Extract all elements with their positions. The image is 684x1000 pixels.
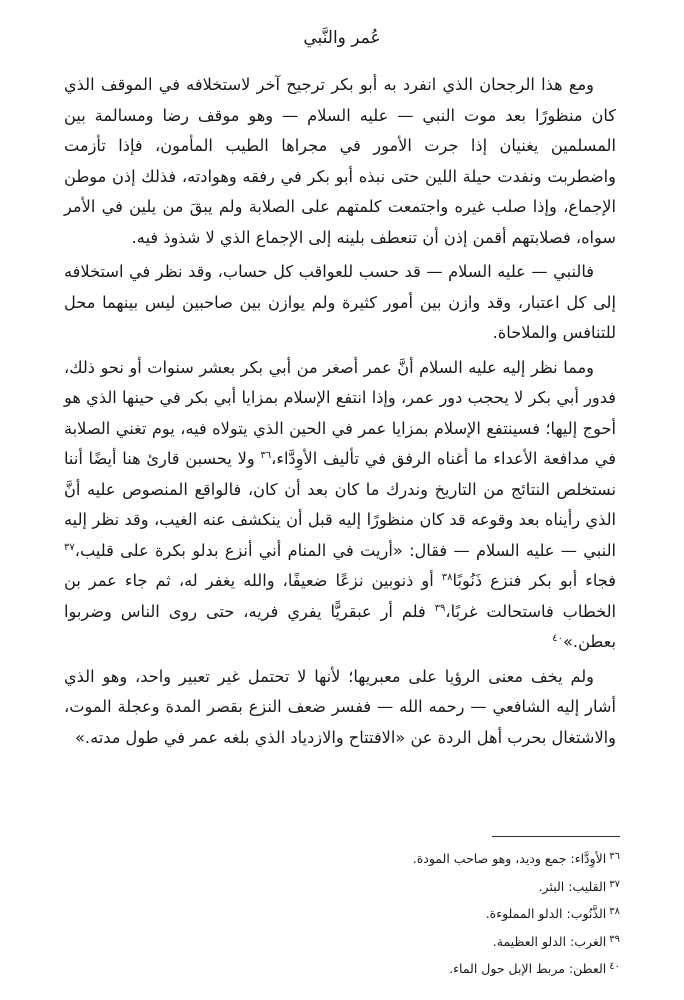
- paragraph-1: ومع هذا الرجحان الذي انفرد به أبو بكر ترجيح آخر لاستخلافه في الموقف الذي كان منظورًا بعد موت النبي — عليه السلام — وهو موقف رضا ومسالمة بين المسلمين يغنيان إذا جرت الأمور في مجراها الطيب المأمون، فإذا تأزمت واضطربت ونفدت حيلة اللين حتى نبذه أبو بكر في رفقه وهوادته، فذلك إذن موطن الإجماع، وإذا صلب غيره واجتمعت كلمتهم على الصلابة ولم يبقَ من يلين في الأمر سواه، فصلابتهم أقمن إذن أن تنعطف بلينه إلى الإجماع الذي لا شذوذ فيه.: [64, 75, 616, 247]
- footnote-ref[interactable]: ٣٩: [434, 602, 446, 614]
- footnote-separator: [492, 836, 620, 837]
- paragraph-4: ولم يخف معنى الرؤيا على معبريها؛ لأنها لا تحتمل غير تعبير واحد، وهو الذي أشار إليه الشافعي — رحمه الله — ففسر ضعف النزع بقصر المدة وعجلة الموت، والاشتغال بحرب أهل الردة عن «الافتتاح والازدياد الذي بلغه عمر في طول مدته.»: [64, 666, 616, 747]
- paragraph-3: [64, 353, 616, 658]
- footnote-number: ٣٩: [609, 933, 620, 945]
- footnote-40: [68, 956, 620, 984]
- paragraph-3-segment: أو ذنوبين نزعًا ضعيفًا، والله يغفر له، ثم جاء عمر بن الخطاب فاستحالت غربًا،: [64, 571, 616, 621]
- footnote-37: [68, 874, 620, 902]
- footnote-39: [68, 929, 620, 957]
- paragraph-3-segment: ومما نظر إليه عليه السلام أنَّ عمر أصغر من أبي بكر بعشر سنوات أو نحو ذلك، فدور أبي بكر لا يحجب دور عمر، وإذا انتفع الإسلام بمزايا أبي بكر في حينها الذي هو أحوج إليها؛ فسينتفع الإسلام بمزايا عمر في الحين الذي يتولاه فيه، يوم تغني الصلابة في مدافعة الأعداء ما أغناه الرفق في تأليف الأوِدَّاء،: [64, 357, 616, 468]
- footnote-ref[interactable]: ٣٧: [64, 541, 75, 553]
- footnote-number: ٣٦: [609, 851, 620, 862]
- footnote-text: الأوِدَّاء: جمع وديد، وهو صاحب المودة.: [412, 851, 607, 866]
- footnote-number: ٣٧: [609, 878, 620, 890]
- footnote-text: الغرب: الدلو العظيمة.: [492, 933, 607, 949]
- footnote-number: ٤٠: [609, 961, 620, 972]
- footnote-number: ٣٨: [609, 906, 620, 917]
- paragraph-3-segment: فجاء أبو بكر فنزع ذَنُوبًا: [452, 571, 616, 590]
- footnote-36: [68, 846, 620, 874]
- footnotes: [68, 846, 620, 984]
- footnote-ref[interactable]: ٤٠: [552, 633, 564, 644]
- body-text: [64, 70, 616, 757]
- running-header: عُمر والنَّبي: [303, 28, 381, 48]
- footnote-text: الذَّنُوب: الدلو المملوءة.: [485, 906, 607, 921]
- footnote-text: العطن: مربط الإبل حول الماء.: [449, 961, 607, 976]
- footnote-38: [68, 901, 620, 929]
- paragraph-2: فالنبي — عليه السلام — قد حسب للعواقب كل حساب، وقد نظر في استخلافه إلى كل اعتبار، وقد وازن بين أمور كثيرة ولم يوازن بين صاحبين ليس بينهما محل للتنافس والملاحاة.: [64, 262, 616, 342]
- footnote-ref[interactable]: ٣٨: [441, 572, 453, 583]
- paragraph-3-segment: فلم أر عبقريًّا يفري فريه، حتى روى الناس وضربوا بعطن.»: [64, 601, 616, 651]
- footnote-ref[interactable]: ٣٦: [260, 450, 272, 461]
- paragraph-3-segment: ولا يحسبن قارئ هنا أيضًا أننا نستخلص النتائج من التاريخ وندرك ما كان بعد أن كان، فالواقع المنصوص عليه أنَّ الذي رأيناه بعد وقوعه قد كان منظورًا إليه قبل أن ينكشف عنه الغيب، وقد نظر إليه النبي — عليه السلام — فقال: «أريت في المنام أني أنزع بدلو بكرة على قليب،: [64, 449, 616, 560]
- footnote-text: القليب: البئر.: [538, 878, 607, 894]
